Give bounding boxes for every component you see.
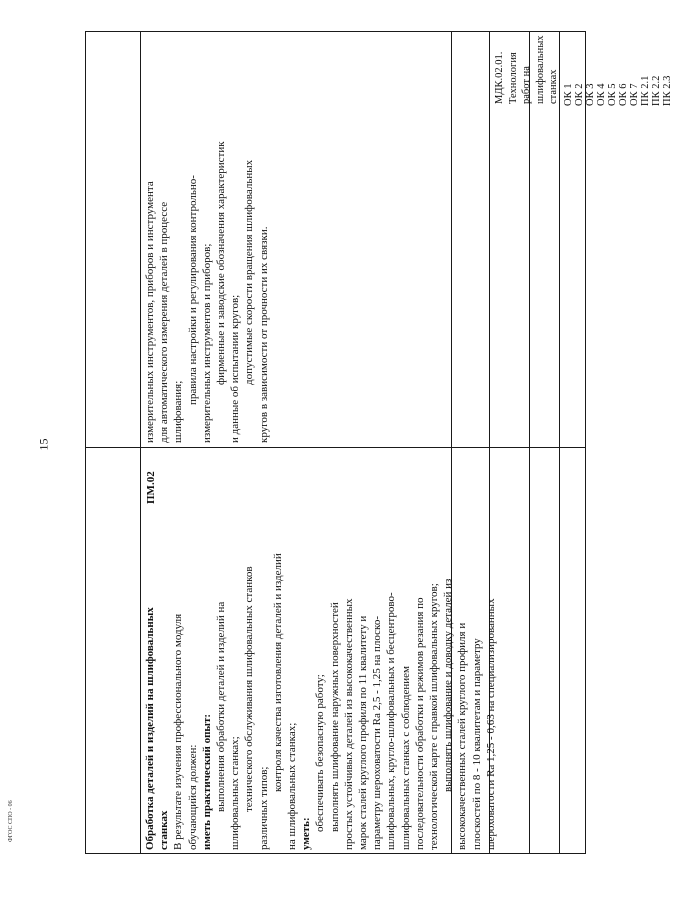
competency-item: ПК 2.1 <box>640 75 651 106</box>
text-line: В результате изучения профессионального модуля <box>172 613 185 850</box>
competency-item: ОК 4 <box>596 83 607 106</box>
competency-item: ОК 1 <box>563 83 574 106</box>
text-line: контроля качества изготовления деталей и изделий <box>271 553 284 792</box>
pm02-description <box>143 452 498 850</box>
text-line: выполнять шлифование и доводку деталей из <box>442 578 455 792</box>
text-line: обучающийся должен: <box>186 744 199 850</box>
pm02-code: ПМ.02 <box>145 471 157 504</box>
row-divider <box>85 447 586 448</box>
text-line: высококачественных сталей круглого профиля и <box>456 622 469 850</box>
text-line: шлифования; <box>172 380 185 443</box>
text-line: выполнять шлифование наружных поверхностей <box>328 602 341 832</box>
col-divider-5 <box>559 31 560 854</box>
competency-item: ОК 5 <box>607 83 618 106</box>
mdk-line: работ на <box>521 66 532 104</box>
competency-item: ОК 2 <box>574 83 585 106</box>
text-line: плоскостей по 8 - 10 квалитетам и параметру <box>470 638 483 850</box>
competencies-cell <box>563 32 673 106</box>
mdk-line: шлифовальных <box>534 35 546 104</box>
mdk-line: МДК.02.01. <box>494 51 505 104</box>
text-line: правила настройки и регулирования контрольно- <box>186 175 199 405</box>
text-line: станках <box>158 810 171 850</box>
table-border-bottom <box>585 31 586 854</box>
text-line: и данные об испытании кругов; <box>229 294 242 443</box>
competency-item: ПК 2.2 <box>651 75 662 106</box>
col-divider-4 <box>529 31 530 854</box>
page-number: 15 <box>36 438 51 451</box>
table-border-left <box>85 853 586 854</box>
text-line: измерительных инструментов и приборов; <box>200 243 213 443</box>
text-line: параметру шероховатости Ra 2,5 - 1,25 на плоско- <box>371 616 384 850</box>
text-line: для автоматического измерения деталей в процессе <box>158 201 171 443</box>
text-line: фирменные и заводские обозначения характеристик <box>215 141 228 385</box>
text-line: технологической карте с правкой шлифовальных кругов; <box>428 583 441 850</box>
text-line: иметь практический опыт: <box>200 713 213 850</box>
col-divider-1 <box>140 31 141 854</box>
requirements-table <box>85 31 673 854</box>
text-line: на шлифовальных станках; <box>286 722 299 850</box>
text-line: простых устойчивых деталей из высококачественных <box>342 598 355 850</box>
text-line: допустимые скорости вращения шлифовальных <box>243 159 256 385</box>
competency-item: ПК 2.3 <box>662 75 673 106</box>
text-line: последовательности обработки и режимов резания по <box>413 597 426 850</box>
text-line: кругов в зависимости от прочности их связки. <box>257 226 270 443</box>
text-line: шлифовальных, кругло-шлифовальных и бесцентрово- <box>385 592 398 850</box>
text-line: марок сталей круглого профиля по 11 квалитету и <box>357 615 370 850</box>
mdk-cell <box>493 32 561 104</box>
text-line: шлифовальных станках с соблюдением <box>399 665 412 850</box>
competency-item: ОК 6 <box>618 83 629 106</box>
mdk-line: станках <box>548 69 559 104</box>
footer-code: ФГОС СПО - 06 <box>8 800 14 842</box>
text-line: уметь: <box>300 817 313 850</box>
text-line: шлифовальных станках; <box>229 736 242 850</box>
competency-item: ОК 7 <box>629 83 640 106</box>
competency-item: ОК 3 <box>585 83 596 106</box>
text-line: различных типов; <box>257 766 270 850</box>
text-line: выполнения обработки деталей и изделий на <box>215 601 228 812</box>
text-line: обеспечивать безопасную работу; <box>314 674 327 832</box>
table-border-top <box>85 31 86 854</box>
text-line: шероховатости Ra 1,25 - 0,63 на специализированных <box>484 598 497 850</box>
text-line: измерительных инструментов, приборов и инструмента <box>144 181 156 443</box>
text-line: Обработка деталей и изделий на шлифовальных <box>144 607 156 850</box>
mdk-line: Технология <box>507 52 519 104</box>
prev-row-text <box>143 38 271 443</box>
text-line: технического обслуживания шлифовальных станков <box>243 566 256 812</box>
